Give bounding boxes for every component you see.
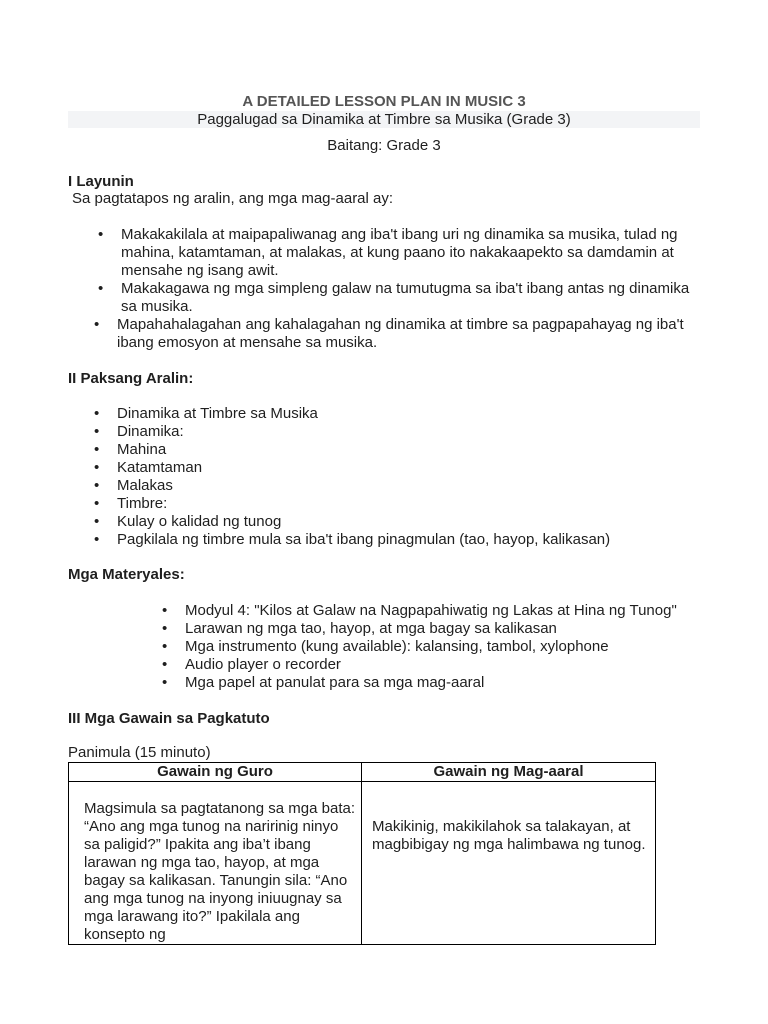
- layunin-item: [121, 280, 701, 316]
- list-item: • Katamtaman: [117, 459, 717, 477]
- panimula-label: Panimula (15 minuto): [68, 744, 211, 761]
- list-item: • Mahina: [117, 441, 717, 459]
- list-item: • Timbre:: [117, 495, 717, 513]
- layunin-item-text: • Makakakilala at maipapaliwanag ang iba't ibang uri ng dinamika sa musika, tulad ng mahina, katamtaman, at malakas, at kung paano ito nakakaapekto sa damdamin at mensahe ng isang awit.: [121, 226, 701, 280]
- list-item: • Kulay o kalidad ng tunog: [117, 513, 717, 531]
- list-item: • Modyul 4: "Kilos at Galaw na Nagpapahiwatig ng Lakas at Hina ng Tunog": [185, 602, 745, 620]
- section-heading-gawain: III Mga Gawain sa Pagkatuto: [68, 710, 270, 727]
- document-subtitle: Paggalugad sa Dinamika at Timbre sa Musika (Grade 3): [197, 111, 571, 128]
- list-item: • Larawan ng mga tao, hayop, at mga bagay sa kalikasan: [185, 620, 745, 638]
- list-item: • Malakas: [117, 477, 717, 495]
- grade-level: Baitang: Grade 3: [327, 137, 441, 154]
- list-item: • Dinamika:: [117, 423, 717, 441]
- layunin-item: [121, 226, 701, 280]
- table-header-row: [69, 763, 656, 782]
- list-item: • Pagkilala ng timbre mula sa iba't ibang pinagmulan (tao, hayop, kalikasan): [117, 531, 717, 549]
- document-title: A DETAILED LESSON PLAN IN MUSIC 3: [242, 93, 526, 110]
- layunin-item: [117, 316, 701, 352]
- activities-table: [68, 762, 656, 945]
- list-item: • Mga instrumento (kung available): kalansing, tambol, xylophone: [185, 638, 745, 656]
- layunin-intro: Sa pagtatapos ng aralin, ang mga mag-aaral ay:: [72, 190, 394, 207]
- cell-text: Magsimula sa pagtatanong sa mga bata: “Ano ang mga tunog na naririnig ninyo sa paligid?” Ipakita ang iba’t ibang larawan ng mga tao, hayop, at mga bagay sa kalikasan. Tanungin sila: “Ano ang mga tunog na inyong iniuugnay sa mga larawang ito?” Ipakilala ang konsepto ng: [84, 800, 356, 943]
- cell-text: Makikinig, makikilahok sa talakayan, at magbibigay ng mga halimbawa ng tunog.: [372, 818, 646, 853]
- col-header-mag-aaral: Gawain ng Mag-aaral: [362, 763, 656, 782]
- section-heading-materyales: Mga Materyales:: [68, 566, 185, 583]
- table-row: [69, 782, 656, 945]
- section-heading-paksang-aralin: II Paksang Aralin:: [68, 370, 194, 387]
- cell-gawain-guro: [69, 782, 362, 945]
- col-header-guro: Gawain ng Guro: [69, 763, 362, 782]
- cell-gawain-mag-aaral: [362, 782, 656, 945]
- list-item: • Dinamika at Timbre sa Musika: [117, 405, 717, 423]
- materyales-list: [185, 602, 745, 692]
- layunin-item-text: • Makakagawa ng mga simpleng galaw na tumutugma sa iba't ibang antas ng dinamika sa musika.: [121, 280, 701, 316]
- section-heading-layunin: I Layunin: [68, 173, 134, 190]
- list-item: • Mga papel at panulat para sa mga mag-aaral: [185, 674, 745, 692]
- list-item: • Audio player o recorder: [185, 656, 745, 674]
- paksang-aralin-list: [117, 405, 717, 549]
- layunin-item-text: • Mapahahalagahan ang kahalagahan ng dinamika at timbre sa pagpapahayag ng iba't ibang emosyon at mensahe sa musika.: [117, 316, 701, 352]
